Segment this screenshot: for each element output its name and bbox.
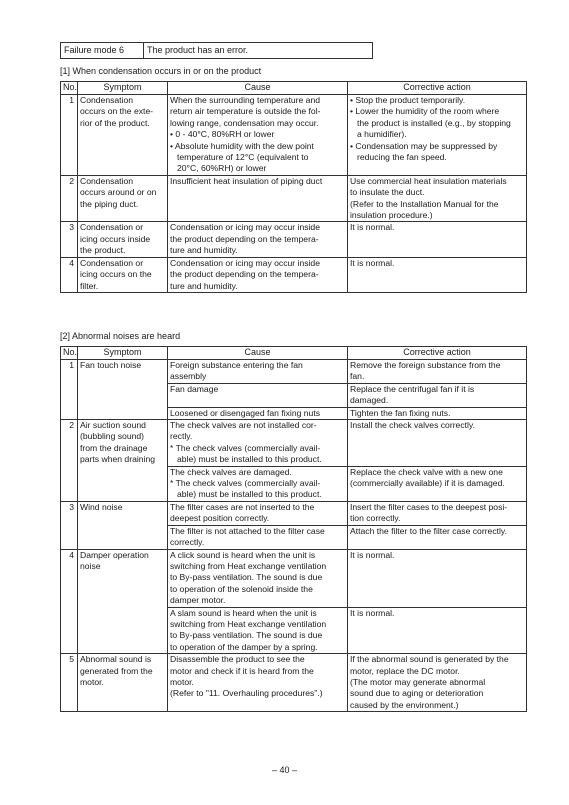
cause-cell-line: The filter cases are not inserted to the (170, 501, 315, 512)
cause-cell (168, 222, 348, 257)
cause-cell-line: to By-pass ventilation. The sound is due (170, 572, 323, 583)
row-number: 3 (61, 222, 78, 257)
symptom-cell-line: the piping duct. (80, 198, 139, 209)
symptom-cell-line: Condensation or (80, 257, 144, 268)
failure-mode-box (60, 42, 373, 59)
cause-cell (168, 95, 348, 176)
table-row (61, 175, 527, 222)
header-cause: Cause (168, 347, 348, 360)
symptom-cell (78, 420, 168, 502)
cause-cell-line: to operation of the solenoid inside the (170, 583, 313, 594)
header-symptom: Symptom (78, 347, 168, 360)
cause-cell-line: When the surrounding temperature and (170, 95, 321, 105)
action-cell-line: (commercially available) if it is damaged. (350, 478, 505, 489)
cause-cell-line: The check valves are damaged. (170, 466, 292, 477)
symptom-cell-line: icing occurs on the (80, 269, 152, 280)
action-cell-line: If the abnormal sound is generated by the (350, 654, 509, 665)
cause-cell-line: Fan damage (170, 383, 219, 394)
action-cell-line: sound due to aging or deterioration (350, 688, 484, 699)
cause-cell (168, 383, 348, 407)
symptom-cell-line: Wind noise (80, 501, 123, 512)
action-cell (348, 654, 527, 712)
cause-cell (168, 607, 348, 654)
action-cell-line: (Refer to the Installation Manual for the (350, 198, 499, 209)
action-cell (348, 222, 527, 257)
cause-cell-line: The filter is not attached to the filter case (170, 525, 325, 536)
cause-cell-line: * The check valves (commercially avail- (170, 478, 321, 489)
cause-cell-line: switching from Heat exchange ventilation (170, 618, 327, 629)
row-number: 5 (61, 654, 78, 712)
table-row (61, 420, 527, 467)
action-cell (348, 466, 527, 501)
symptom-cell-line: the product. (80, 245, 126, 256)
table-row (61, 222, 527, 257)
action-cell-line: a humidifier). (357, 129, 407, 140)
cause-cell-line: deepest position correctly. (170, 513, 270, 524)
cause-cell (168, 654, 348, 712)
page-number: – 40 – (271, 765, 298, 775)
action-cell (348, 549, 527, 607)
cause-cell-line: • Absolute humidity with the dew point (170, 140, 314, 151)
symptom-cell (78, 175, 168, 222)
cause-cell (168, 360, 348, 384)
cause-cell-line: switching from Heat exchange ventilation (170, 560, 327, 571)
cause-cell-line: (Refer to "11. Overhauling procedures".) (170, 688, 323, 699)
section1-title: [1] When condensation occurs in or on the product (60, 66, 262, 76)
failure-mode-label: Failure mode 6 (61, 43, 144, 59)
cause-cell-line: the product depending on the tempera- (170, 233, 319, 244)
action-cell-line: • Lower the humidity of the room where (350, 106, 500, 117)
cause-cell-line: 20°C, 60%RH) or lower (177, 163, 267, 174)
symptom-cell-line: filter. (80, 280, 99, 291)
cause-cell-line: Disassemble the product to see the (170, 654, 305, 665)
action-cell-line: Install the check valves correctly. (350, 420, 475, 431)
cause-cell-line: correctly. (170, 537, 205, 548)
header-action: Corrective action (348, 82, 527, 95)
failure-mode-value: The product has an error. (144, 43, 373, 59)
cause-cell-line: rectly. (170, 431, 193, 442)
table-row (61, 360, 527, 384)
cause-cell-line: Foreign substance entering the fan (170, 360, 303, 370)
cause-cell-line: ture and humidity. (170, 245, 238, 256)
symptom-cell-line: occurs around or on (80, 187, 157, 198)
action-cell (348, 95, 527, 176)
cause-cell-line: return air temperature is outside the fol- (170, 106, 321, 117)
cause-cell (168, 549, 348, 607)
action-cell-line: insulation procedure.) (350, 210, 433, 221)
cause-cell-line: able) must be installed to this product. (177, 489, 322, 500)
cause-cell (168, 501, 348, 525)
cause-cell-line: assembly (170, 371, 207, 382)
action-cell-line: the product is installed (e.g., by stopping (357, 117, 511, 128)
abnormal-noise-table (60, 346, 527, 712)
symptom-cell-line: generated from the (80, 665, 153, 676)
cause-cell (168, 175, 348, 222)
symptom-cell-line: rior of the product. (80, 117, 150, 128)
cause-cell (168, 407, 348, 419)
symptom-cell (78, 95, 168, 176)
condensation-table (60, 81, 527, 293)
cause-cell (168, 466, 348, 501)
action-cell-line: • Stop the product temporarily. (350, 95, 466, 105)
cause-cell-line: Condensation or icing may occur inside (170, 222, 320, 233)
action-cell-line: Tighten the fan fixing nuts. (350, 407, 451, 418)
cause-cell (168, 420, 348, 467)
symptom-cell-line: motor. (80, 676, 104, 687)
cause-cell-line: A click sound is heard when the unit is (170, 549, 316, 560)
cause-cell-line: motor. (170, 676, 194, 687)
action-cell-line: It is normal. (350, 257, 395, 268)
table-row (61, 654, 527, 712)
symptom-cell (78, 549, 168, 654)
row-number: 3 (61, 501, 78, 549)
action-cell-line: It is normal. (350, 549, 395, 560)
row-number: 4 (61, 549, 78, 654)
table-row (61, 95, 527, 176)
action-cell-line: fan. (350, 371, 365, 382)
action-cell-line: It is normal. (350, 607, 395, 618)
action-cell-line: Use commercial heat insulation materials (350, 175, 507, 186)
cause-cell (168, 525, 348, 549)
header-cause: Cause (168, 82, 348, 95)
action-cell-line: tion correctly. (350, 513, 401, 524)
row-number: 2 (61, 175, 78, 222)
cause-cell-line: motor and check if it is heard from the (170, 665, 314, 676)
table-row (61, 549, 527, 607)
cause-cell-line: the product depending on the tempera- (170, 269, 319, 280)
cause-cell-line: Condensation or icing may occur inside (170, 257, 320, 268)
header-no: No. (61, 82, 78, 95)
symptom-cell-line: Condensation (80, 175, 134, 186)
action-cell-line: • Condensation may be suppressed by (350, 140, 498, 151)
symptom-cell-line: Abnormal sound is (80, 654, 152, 665)
symptom-cell-line: Air suction sound (80, 420, 146, 431)
symptom-cell (78, 222, 168, 257)
header-action: Corrective action (348, 347, 527, 360)
action-cell-line: reducing the fan speed. (357, 152, 447, 163)
cause-cell-line: A slam sound is heard when the unit is (170, 607, 317, 618)
cause-cell-line: Insufficient heat insulation of piping duct (170, 175, 323, 186)
symptom-cell-line: noise (80, 560, 101, 571)
symptom-cell-line: Fan touch noise (80, 360, 142, 370)
cause-cell-line: ture and humidity. (170, 280, 238, 291)
action-cell (348, 525, 527, 549)
cause-cell-line: The check valves are not installed cor- (170, 420, 317, 431)
symptom-cell (78, 501, 168, 549)
row-number: 2 (61, 420, 78, 502)
symptom-cell-line: occurs on the exte- (80, 106, 154, 117)
action-cell (348, 383, 527, 407)
cause-cell-line: damper motor. (170, 595, 226, 606)
action-cell-line: to insulate the duct. (350, 187, 425, 198)
header-symptom: Symptom (78, 82, 168, 95)
row-number: 1 (61, 95, 78, 176)
symptom-cell (78, 654, 168, 712)
row-number: 4 (61, 257, 78, 292)
cause-cell-line: lowing range, condensation may occur. (170, 117, 319, 128)
cause-cell-line: • 0 - 40°C, 80%RH or lower (170, 129, 275, 140)
action-cell (348, 420, 527, 467)
action-cell-line: Insert the filter cases to the deepest posi- (350, 501, 508, 512)
header-no: No. (61, 347, 78, 360)
action-cell-line: Replace the check valve with a new one (350, 466, 503, 477)
action-cell-line: Replace the centrifugal fan if it is (350, 383, 475, 394)
action-cell-line: Attach the filter to the filter case correctly. (350, 525, 507, 536)
table-row (61, 257, 527, 292)
action-cell (348, 407, 527, 419)
symptom-cell-line: Damper operation (80, 549, 149, 560)
action-cell-line: caused by the environment.) (350, 699, 459, 710)
cause-cell-line: * The check valves (commercially avail- (170, 442, 321, 453)
action-cell-line: motor, replace the DC motor. (350, 665, 460, 676)
cause-cell-line: temperature of 12°C (equivalent to (177, 152, 309, 163)
symptom-cell-line: parts when draining (80, 454, 156, 465)
action-cell (348, 257, 527, 292)
action-cell-line: (The motor may generate abnormal (350, 676, 486, 687)
action-cell (348, 501, 527, 525)
symptom-cell-line: Condensation (80, 95, 134, 105)
action-cell-line: Remove the foreign substance from the (350, 360, 501, 370)
cause-cell-line: Loosened or disengaged fan fixing nuts (170, 407, 321, 418)
row-number: 1 (61, 360, 78, 420)
symptom-cell (78, 360, 168, 420)
symptom-cell-line: icing occurs inside (80, 233, 151, 244)
action-cell (348, 175, 527, 222)
section2-title: [2] Abnormal noises are heard (60, 331, 181, 341)
symptom-cell-line: (bubbling sound) (80, 431, 145, 442)
symptom-cell-line: from the drainage (80, 442, 148, 453)
cause-cell-line: to By-pass ventilation. The sound is due (170, 630, 323, 641)
action-cell (348, 607, 527, 654)
symptom-cell-line: Condensation or (80, 222, 144, 233)
symptom-cell (78, 257, 168, 292)
table-row (61, 501, 527, 525)
cause-cell-line: to operation of the damper by a spring. (170, 641, 318, 652)
action-cell (348, 360, 527, 384)
action-cell-line: damaged. (350, 395, 389, 406)
cause-cell-line: able) must be installed to this product. (177, 454, 322, 465)
action-cell-line: It is normal. (350, 222, 395, 233)
cause-cell (168, 257, 348, 292)
